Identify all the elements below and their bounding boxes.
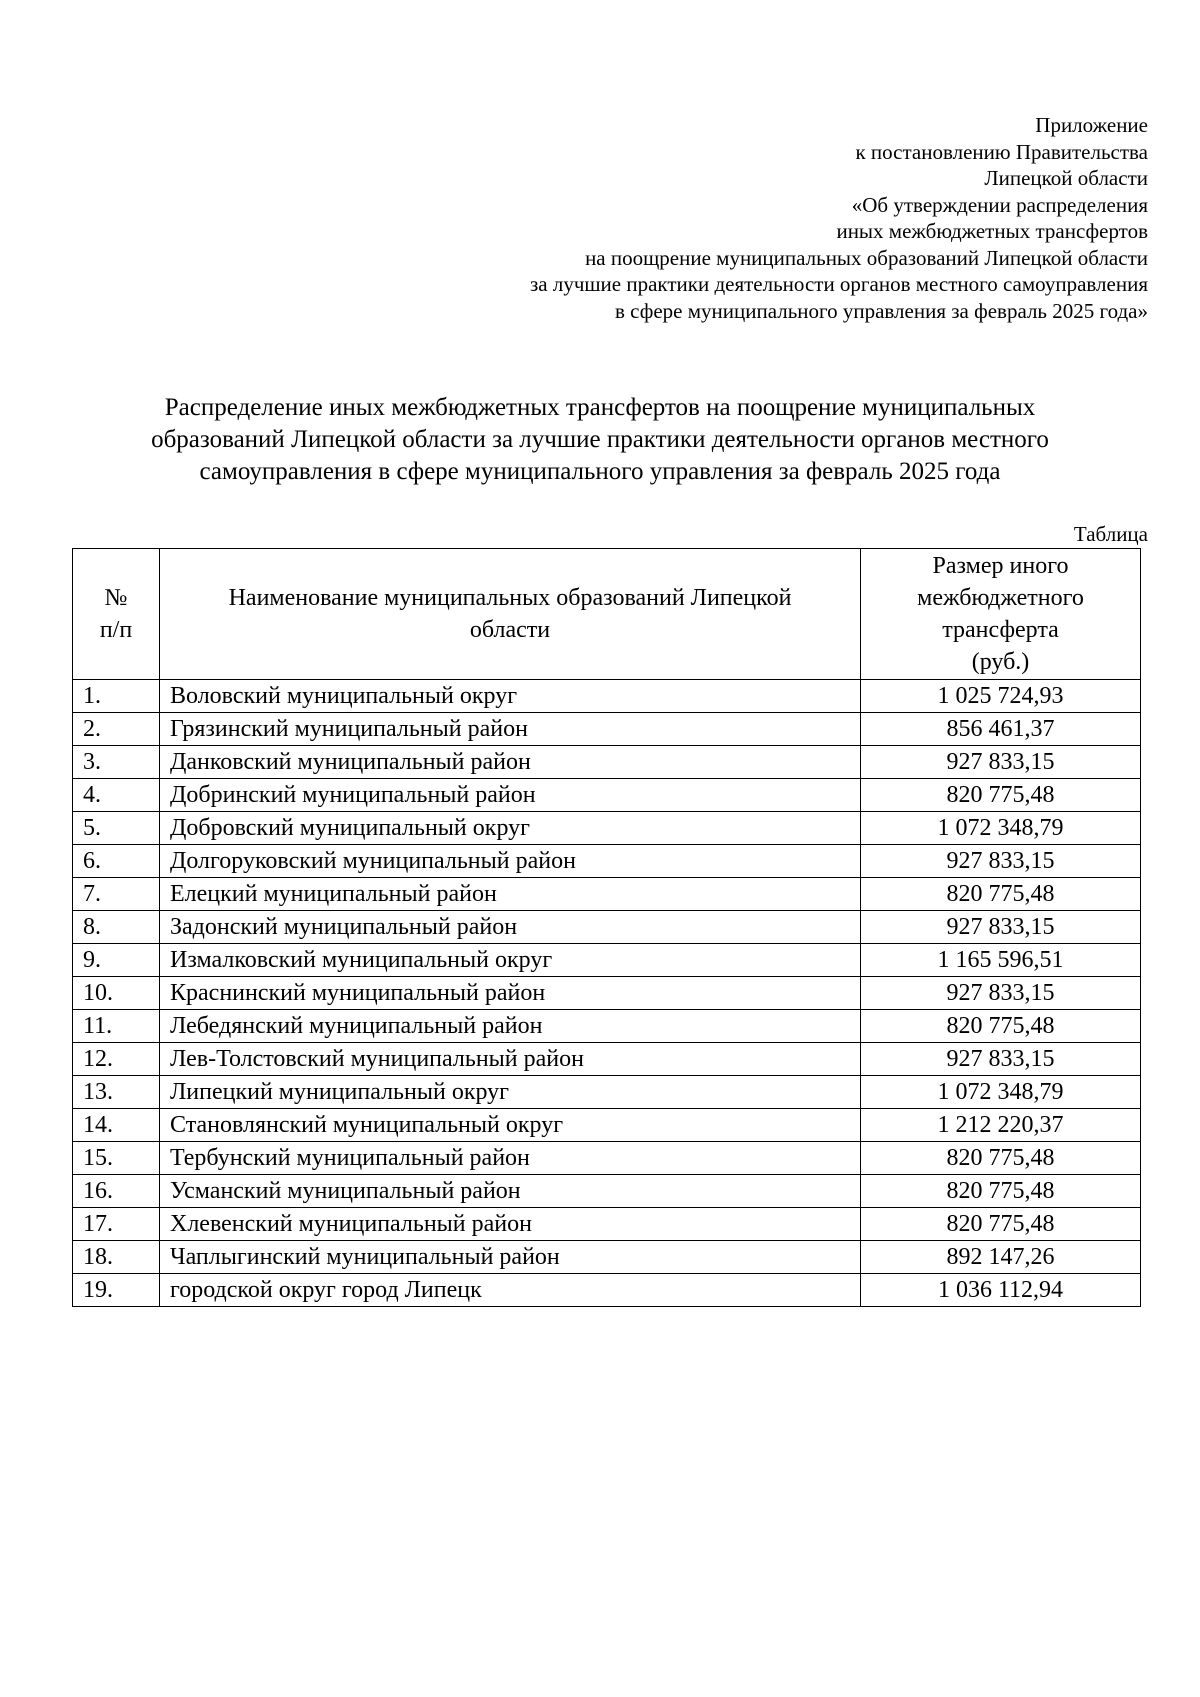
row-number: 10. (73, 977, 160, 1010)
appendix-line: «Об утверждении распределения (851, 192, 1148, 217)
appendix-line: за лучшие практики деятельности органов местного самоуправления (529, 272, 1148, 296)
row-amount: 927 833,15 (861, 746, 1141, 779)
row-amount: 856 461,37 (861, 713, 1141, 746)
row-amount: 927 833,15 (861, 977, 1141, 1010)
row-amount: 820 775,48 (861, 1010, 1141, 1043)
appendix-header (328, 112, 1148, 324)
table-header-row (73, 549, 1141, 680)
row-name: Добринский муниципальный район (160, 779, 861, 812)
header-name (160, 549, 861, 680)
row-amount: 1 036 112,94 (861, 1274, 1141, 1307)
row-amount: 820 775,48 (861, 1208, 1141, 1241)
row-name: Краснинский муниципальный район (160, 977, 861, 1010)
title-line: самоуправления в сфере муниципального управления за февраль 2025 года (199, 458, 1001, 485)
row-number: 4. (73, 779, 160, 812)
row-name: Воловский муниципальный округ (160, 680, 861, 713)
table-label: Таблица (1073, 522, 1148, 546)
row-name: Добровский муниципальный округ (160, 812, 861, 845)
row-number: 6. (73, 845, 160, 878)
table-row (73, 779, 1141, 812)
row-name: Хлевенский муниципальный район (160, 1208, 861, 1241)
table-row (73, 878, 1141, 911)
table-row (73, 1043, 1141, 1076)
table-row (73, 713, 1141, 746)
row-number: 8. (73, 911, 160, 944)
document-title (60, 392, 1140, 488)
table-row (73, 746, 1141, 779)
header-name-line: Наименование муниципальных образований Липецкой (228, 585, 792, 611)
header-num-line: № (104, 585, 128, 611)
header-amount-line: межбюджетного (917, 585, 1084, 611)
row-amount: 1 025 724,93 (861, 680, 1141, 713)
header-amount-line: (руб.) (971, 649, 1030, 675)
row-name: Лебедянский муниципальный район (160, 1010, 861, 1043)
table-row (73, 1274, 1141, 1307)
row-number: 12. (73, 1043, 160, 1076)
row-name: Становлянский муниципальный округ (160, 1109, 861, 1142)
table-row (73, 1142, 1141, 1175)
row-amount: 820 775,48 (861, 1175, 1141, 1208)
row-name: Лев-Толстовский муниципальный район (160, 1043, 861, 1076)
row-number: 15. (73, 1142, 160, 1175)
distribution-table (72, 548, 1141, 1307)
row-name: Усманский муниципальный район (160, 1175, 861, 1208)
row-name: Липецкий муниципальный округ (160, 1076, 861, 1109)
row-number: 9. (73, 944, 160, 977)
row-amount: 1 165 596,51 (861, 944, 1141, 977)
table-row (73, 680, 1141, 713)
row-number: 13. (73, 1076, 160, 1109)
table-row (73, 1010, 1141, 1043)
row-name: Данковский муниципальный район (160, 746, 861, 779)
row-amount: 1 212 220,37 (861, 1109, 1141, 1142)
row-number: 7. (73, 878, 160, 911)
table-row (73, 911, 1141, 944)
table-row (73, 977, 1141, 1010)
header-amount-line: трансферта (942, 617, 1059, 643)
row-amount: 1 072 348,79 (861, 1076, 1141, 1109)
header-amount-line: Размер иного (932, 553, 1069, 579)
row-number: 19. (73, 1274, 160, 1307)
row-name: Елецкий муниципальный район (160, 878, 861, 911)
table-row (73, 944, 1141, 977)
title-line: образований Липецкой области за лучшие практики деятельности органов местного (151, 426, 1049, 453)
header-num (73, 549, 160, 680)
row-number: 3. (73, 746, 160, 779)
row-number: 14. (73, 1109, 160, 1142)
table-row (73, 845, 1141, 878)
row-amount: 892 147,26 (861, 1241, 1141, 1274)
title-line: Распределение иных межбюджетных трансфертов на поощрение муниципальных (164, 394, 1036, 421)
appendix-line: Приложение (1035, 113, 1148, 137)
appendix-line: на поощрение муниципальных образований Липецкой области (585, 245, 1148, 270)
row-name: Долгоруковский муниципальный район (160, 845, 861, 878)
row-amount: 820 775,48 (861, 779, 1141, 812)
row-amount: 927 833,15 (861, 911, 1141, 944)
table-row (73, 1241, 1141, 1274)
row-amount: 820 775,48 (861, 1142, 1141, 1175)
header-amount (861, 549, 1141, 680)
row-number: 16. (73, 1175, 160, 1208)
row-number: 1. (73, 680, 160, 713)
row-amount: 927 833,15 (861, 1043, 1141, 1076)
table-row (73, 1076, 1141, 1109)
header-name-line: области (469, 617, 551, 643)
row-amount: 1 072 348,79 (861, 812, 1141, 845)
row-name: Измалковский муниципальный округ (160, 944, 861, 977)
row-name: Грязинский муниципальный район (160, 713, 861, 746)
table-row (73, 812, 1141, 845)
header-num-line: п/п (99, 617, 133, 643)
appendix-line: Липецкой области (984, 166, 1148, 190)
row-name: Задонский муниципальный район (160, 911, 861, 944)
table-row (73, 1175, 1141, 1208)
row-number: 18. (73, 1241, 160, 1274)
row-number: 17. (73, 1208, 160, 1241)
row-amount: 927 833,15 (861, 845, 1141, 878)
row-number: 5. (73, 812, 160, 845)
row-number: 11. (73, 1010, 160, 1043)
row-name: Тербунский муниципальный район (160, 1142, 861, 1175)
row-name: городской округ город Липецк (160, 1274, 861, 1307)
table-row (73, 1109, 1141, 1142)
appendix-line: иных межбюджетных трансфертов (836, 219, 1148, 243)
appendix-line: к постановлению Правительства (855, 139, 1148, 164)
row-amount: 820 775,48 (861, 878, 1141, 911)
row-number: 2. (73, 713, 160, 746)
table-row (73, 1208, 1141, 1241)
appendix-line: в сфере муниципального управления за февраль 2025 года» (614, 298, 1148, 323)
table-body (73, 680, 1141, 1307)
row-name: Чаплыгинский муниципальный район (160, 1241, 861, 1274)
